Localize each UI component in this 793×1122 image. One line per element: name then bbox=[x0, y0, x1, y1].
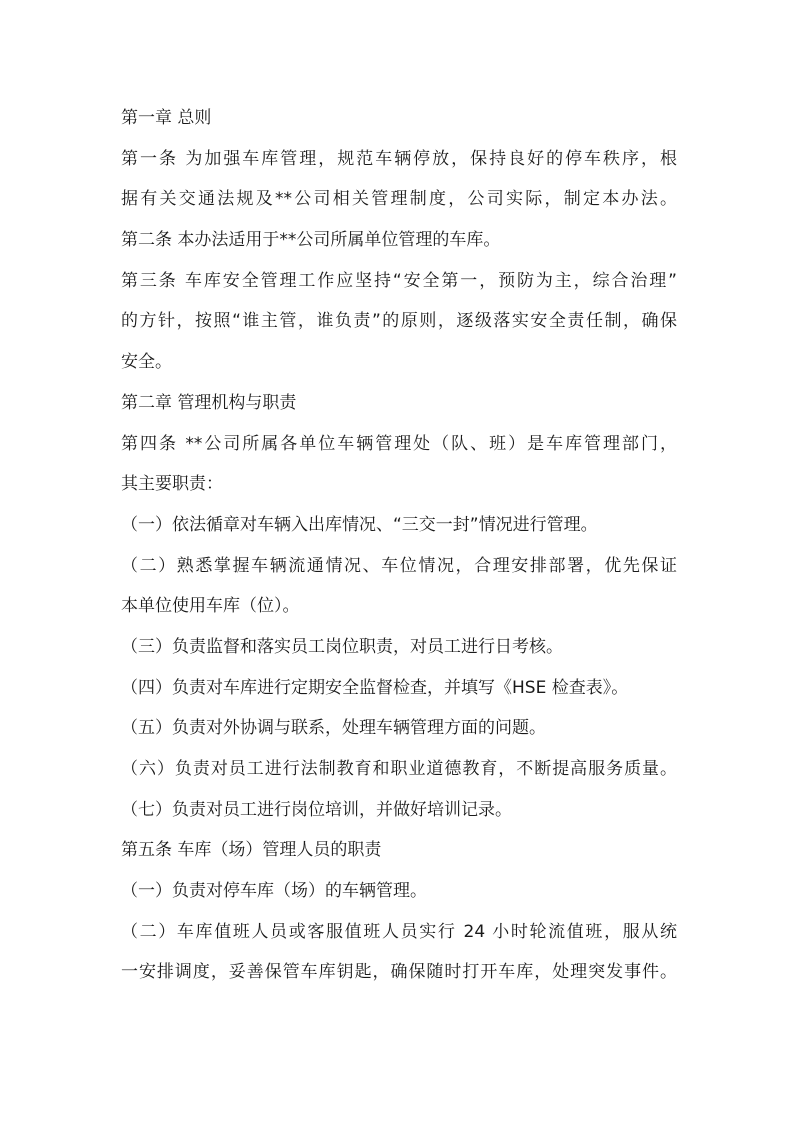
text-line: （四）负责对车库进行定期安全监督检查，并填写《HSE 检查表》。 bbox=[121, 677, 629, 698]
text-line: （七）负责对员工进行岗位培训，并做好培训记录。 bbox=[121, 799, 512, 820]
text-line: 的方针，按照“谁主管，谁负责”的原则，逐级落实安全责任制，确保 bbox=[121, 311, 677, 332]
text-line: 一安排调度，妥善保管车库钥匙，确保随时打开车库，处理突发事件。 bbox=[121, 962, 677, 983]
text-line: （六）负责对员工进行法制教育和职业道德教育，不断提高服务质量。 bbox=[121, 759, 677, 779]
text-line: （一）依法循章对车辆入出库情况、“三交一封”情况进行管理。 bbox=[121, 514, 598, 535]
text-line: （二）熟悉掌握车辆流通情况、车位情况，合理安排部署，优先保证 bbox=[121, 555, 677, 576]
text-line: 第一章 总则 bbox=[121, 108, 212, 128]
text-line: 第三条 车库安全管理工作应坚持“安全第一，预防为主，综合治理” bbox=[121, 270, 677, 291]
text-line: （一）负责对停车库（场）的车辆管理。 bbox=[121, 881, 427, 902]
text-line: 第五条 车库（场）管理人员的职责 bbox=[121, 840, 382, 861]
document-body bbox=[121, 98, 677, 993]
text-line: 安全。 bbox=[121, 352, 172, 373]
text-line: 第一条 为加强车库管理，规范车辆停放，保持良好的停车秩序，根 bbox=[121, 148, 677, 169]
text-line: （二）车库值班人员或客服值班人员实行 24 小时轮流值班，服从统 bbox=[121, 921, 677, 942]
text-line: 其主要职责： bbox=[121, 474, 223, 495]
text-line: （五）负责对外协调与联系，处理车辆管理方面的问题。 bbox=[121, 718, 546, 739]
text-line: 第二章 管理机构与职责 bbox=[121, 392, 297, 413]
text-line: 本单位使用车库（位）。 bbox=[121, 596, 300, 617]
text-line: 第二条 本办法适用于**公司所属单位管理的车库。 bbox=[121, 230, 501, 251]
text-line: 第四条 **公司所属各单位车辆管理处（队、班）是车库管理部门， bbox=[121, 433, 677, 454]
text-line: （三）负责监督和落实员工岗位职责，对员工进行日考核。 bbox=[121, 636, 563, 657]
text-line: 据有关交通法规及**公司相关管理制度，公司实际，制定本办法。 bbox=[121, 189, 677, 210]
